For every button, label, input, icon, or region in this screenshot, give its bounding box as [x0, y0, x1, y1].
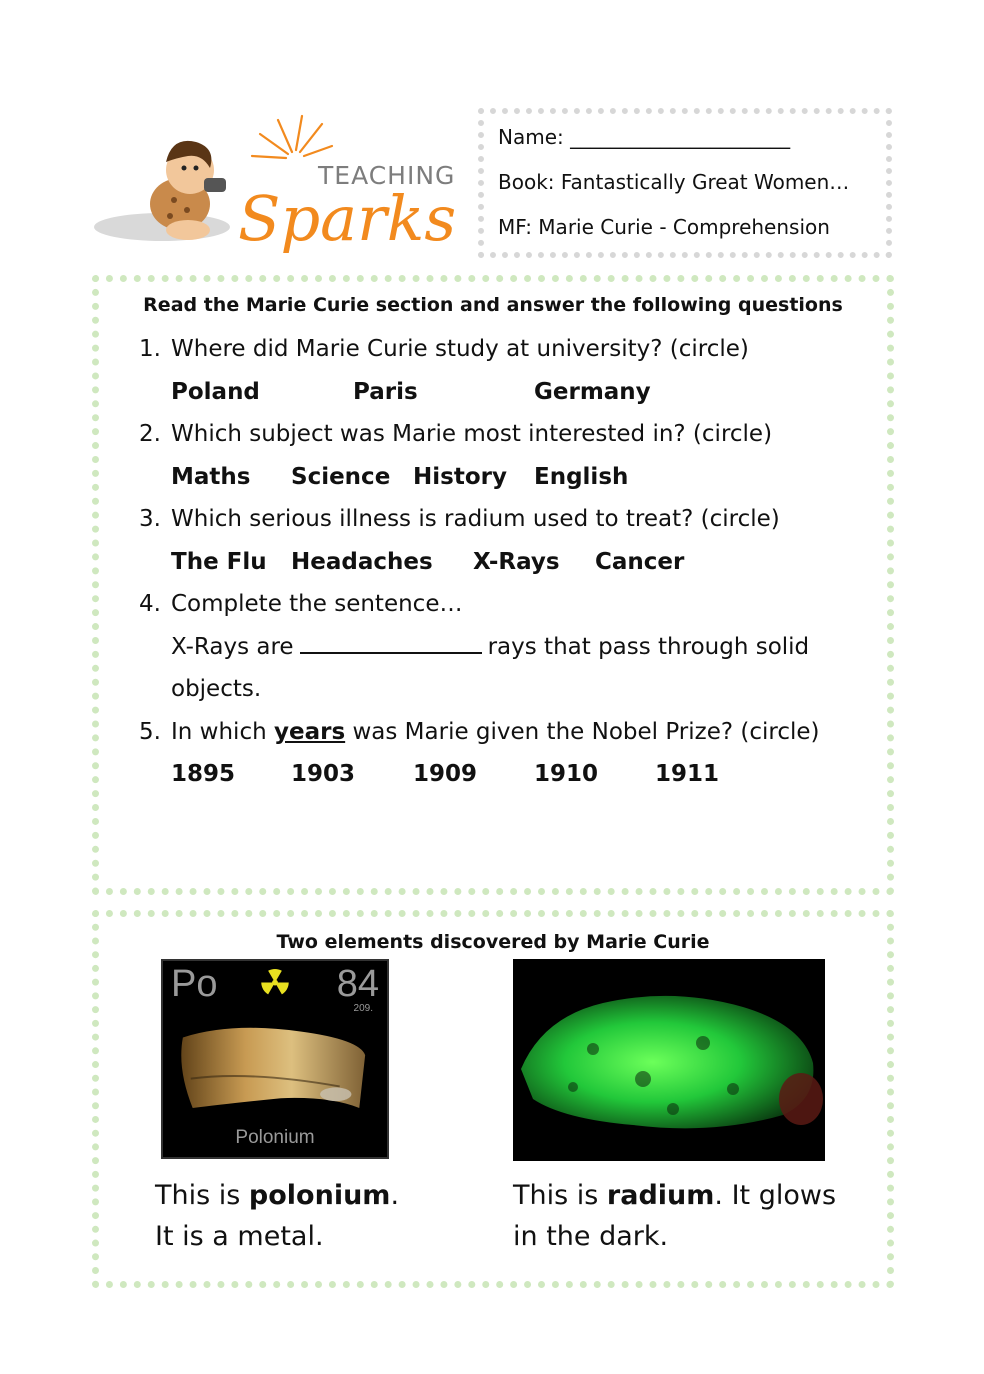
questions-heading: Read the Marie Curie section and answer the following questions — [143, 294, 843, 316]
mf-label: MF: Marie Curie - Comprehension — [498, 215, 830, 239]
sentence-end: rays that pass through solid — [487, 633, 810, 660]
questions-box — [92, 275, 894, 895]
question-text-after: was Marie given the Nobel Prize? (circle) — [352, 718, 820, 745]
question-4 — [139, 583, 869, 626]
question-text: Where did Marie Curie study at university? (circle) — [171, 336, 749, 362]
element-symbol: Po — [171, 963, 218, 1005]
sentence-wrap: objects. — [171, 676, 262, 702]
option-the-flu[interactable]: The Flu — [171, 548, 267, 575]
caption-bold: radium — [606, 1180, 715, 1211]
question-number: 2. — [139, 421, 161, 447]
student-info-box — [478, 108, 892, 258]
option-english[interactable]: English — [534, 463, 629, 490]
radium-image — [513, 959, 825, 1161]
question-text-before: In which — [171, 718, 267, 745]
option-science[interactable]: Science — [291, 463, 391, 490]
option-germany[interactable]: Germany — [534, 378, 651, 405]
caption-pre: This is — [513, 1180, 607, 1211]
elements-box — [92, 910, 894, 1288]
question-4-sentence-wrap — [139, 668, 869, 711]
radium-caption — [513, 1175, 883, 1257]
atomic-number: 84 — [336, 963, 379, 1005]
option-1910[interactable]: 1910 — [534, 761, 599, 787]
question-1-options — [139, 371, 869, 414]
polonium-image — [161, 959, 389, 1159]
option-x-rays[interactable]: X-Rays — [473, 548, 560, 575]
question-text: Which serious illness is radium used to treat? (circle) — [171, 506, 780, 532]
caption-pre: This is — [155, 1180, 249, 1211]
logo-sparks-text: Sparks — [238, 182, 457, 254]
option-headaches[interactable]: Headaches — [291, 548, 433, 575]
name-field[interactable]: Name: ______________________ — [498, 125, 791, 149]
question-number: 3. — [139, 506, 161, 532]
option-history[interactable]: History — [413, 463, 507, 490]
question-2 — [139, 413, 869, 456]
question-text: Which subject was Marie most interested in? (circle) — [171, 421, 773, 447]
question-list — [139, 328, 869, 796]
teaching-sparks-logo — [92, 112, 464, 254]
answer-blank[interactable] — [300, 630, 482, 654]
option-1911[interactable]: 1911 — [655, 761, 720, 787]
question-1 — [139, 328, 869, 371]
question-3-options — [139, 541, 869, 584]
question-3 — [139, 498, 869, 541]
caveman-mascot-icon — [92, 112, 464, 254]
caption-bold: polonium — [248, 1180, 391, 1211]
radiation-icon — [261, 969, 288, 994]
atomic-mass: 209. — [353, 1003, 373, 1014]
question-5-options — [139, 753, 869, 796]
question-5 — [139, 711, 869, 754]
question-number: 5. — [139, 718, 161, 745]
radium-glow-icon — [513, 959, 825, 1161]
question-number: 1. — [139, 336, 161, 362]
polonium-caption — [155, 1175, 485, 1257]
question-text: Complete the sentence… — [171, 591, 463, 617]
element-name: Polonium — [235, 1127, 315, 1148]
caption-post: . — [390, 1180, 400, 1211]
option-maths[interactable]: Maths — [171, 463, 251, 490]
sentence-start: X-Rays are — [171, 633, 294, 660]
question-text-emphasis: years — [274, 718, 346, 745]
logo-teaching-text: TEACHING — [318, 161, 456, 190]
question-2-options — [139, 456, 869, 499]
option-1895[interactable]: 1895 — [171, 761, 236, 787]
option-cancer[interactable]: Cancer — [595, 548, 685, 575]
option-paris[interactable]: Paris — [353, 378, 418, 405]
caption-line-2: It is a metal. — [155, 1221, 324, 1252]
caption-post: . It glows — [714, 1180, 837, 1211]
book-label: Book: Fantastically Great Women… — [498, 170, 850, 194]
question-4-sentence — [139, 626, 869, 669]
elements-heading: Two elements discovered by Marie Curie — [276, 931, 710, 953]
question-number: 4. — [139, 591, 161, 617]
option-1909[interactable]: 1909 — [413, 761, 478, 787]
option-poland[interactable]: Poland — [171, 378, 260, 405]
caption-line-2: in the dark. — [513, 1221, 669, 1252]
option-1903[interactable]: 1903 — [291, 761, 356, 787]
